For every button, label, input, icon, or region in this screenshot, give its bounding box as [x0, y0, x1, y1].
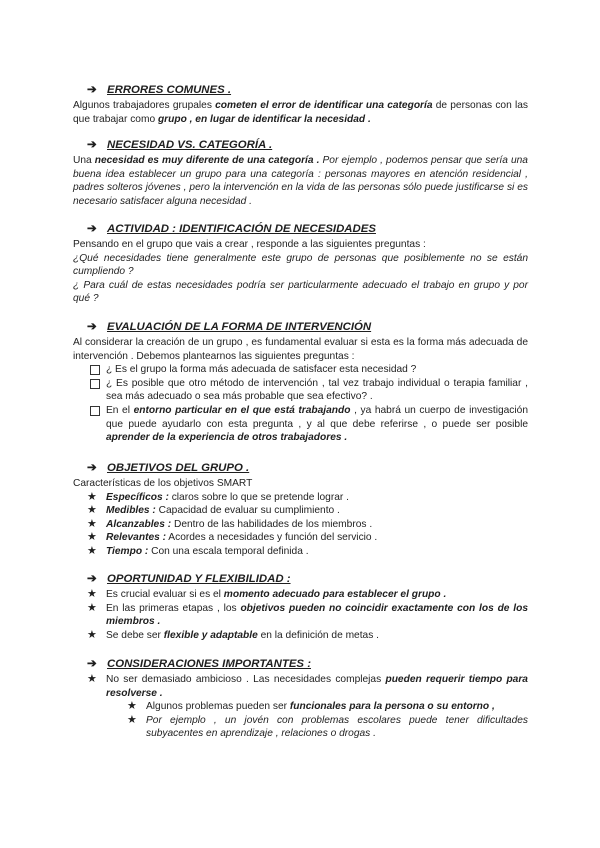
section-evaluacion	[73, 320, 528, 445]
question-2: ¿ Para cuál de estas necesidades podría ser particularmente adecuado el trabajo en grupo y por qué ?	[73, 279, 528, 305]
heading-objetivos: ➔ OBJETIVOS DEL GRUPO .	[87, 462, 250, 474]
paragraph-necesidad: Una necesidad es muy diferente de una categoría . Por ejemplo , podemos pensar que sería una buena idea establecer un grupo para una categoría : personas mayores en atención residencial , padres solteros jóvenes , pero la intervención en la vida de las personas sólo puede justificarse si es necesario satisfacer alguna necesidad .	[73, 155, 528, 207]
list-item: ★ Específicos : claros sobre lo que se pretende lograr .	[87, 490, 349, 503]
list-item: ★ No ser demasiado ambicioso . Las necesidades complejas pueden requerir tiempo para resolverse .	[87, 673, 528, 699]
star-icon: ★	[87, 544, 97, 557]
list-item: ★ Por ejemplo , un jovén con problemas escolares puede tener dificultades subyacentes en aprendizaje , relaciones o drogas .	[127, 713, 528, 740]
heading-consideraciones: ➔ CONSIDERACIONES IMPORTANTES :	[87, 658, 311, 670]
list-item: ★ Tiempo : Con una escala temporal definida .	[87, 544, 309, 557]
paragraph-actividad-intro: Pensando en el grupo que vais a crear , responde a las siguientes preguntas :	[73, 239, 426, 250]
star-icon: ★	[87, 673, 97, 685]
arrow-icon: ➔	[87, 84, 97, 96]
star-icon: ★	[87, 628, 97, 641]
arrow-icon: ➔	[87, 139, 97, 151]
list-item: ★ Alcanzables : Dentro de las habilidades de los miembros .	[87, 517, 373, 530]
heading-evaluacion: ➔ EVALUACIÓN DE LA FORMA DE INTERVENCIÓN	[87, 321, 372, 333]
star-icon: ★	[87, 588, 97, 600]
star-icon: ★	[87, 504, 97, 517]
smart-list	[73, 491, 528, 559]
list-item: ★ Es crucial evaluar si es el momento adecuado para establecer el grupo .	[87, 588, 447, 600]
list-item: ★ Algunos problemas pueden ser funcionales para la persona o su entorno ,	[127, 700, 495, 713]
list-item: ★ Se debe ser flexible y adaptable en la definición de metas .	[87, 628, 379, 641]
section-errores-comunes	[73, 83, 528, 126]
section-necesidad-vs-categoria	[73, 138, 528, 208]
heading-necesidad-vs-categoria: ➔ NECESIDAD VS. CATEGORÍA .	[87, 139, 273, 151]
section-objetivos	[73, 461, 528, 559]
oportunidad-list	[73, 588, 528, 642]
arrow-icon: ➔	[87, 573, 97, 585]
paragraph-errores: Algunos trabajadores grupales cometen el error de identificar una categoría de personas con las que trabajar como grupo , en lugar de identificar la necesidad .	[73, 100, 528, 125]
checkbox-icon[interactable]	[90, 379, 100, 389]
heading-actividad: ➔ ACTIVIDAD : IDENTIFICACIÓN DE NECESIDADES	[87, 223, 376, 235]
checklist-item: ¿ Es posible que otro método de intervención , tal vez trabajo individual o terapia familiar , sea más adecuado o sea más probable que sea efectivo? .	[73, 377, 528, 404]
section-actividad	[73, 222, 528, 306]
star-icon: ★	[87, 517, 97, 530]
list-item: ★ Medibles : Capacidad de evaluar su cumplimiento .	[87, 504, 340, 517]
star-icon: ★	[87, 601, 97, 614]
list-item: ★ Relevantes : Acordes a necesidades y función del servicio .	[87, 531, 378, 544]
paragraph-objetivos-intro: Características de los objetivos SMART	[73, 478, 253, 489]
section-oportunidad	[73, 572, 528, 642]
consideraciones-list	[73, 673, 528, 700]
star-icon: ★	[87, 490, 97, 503]
arrow-icon: ➔	[87, 658, 97, 670]
checklist	[73, 363, 528, 445]
star-icon: ★	[127, 713, 137, 726]
star-icon: ★	[127, 700, 137, 713]
section-consideraciones	[73, 657, 528, 741]
star-icon: ★	[87, 531, 97, 544]
arrow-icon: ➔	[87, 462, 97, 474]
consideraciones-sublist	[73, 700, 528, 741]
arrow-icon: ➔	[87, 223, 97, 235]
list-item: ★ En las primeras etapas , los objetivos pueden no coincidir exactamente con los de los miembros .	[87, 601, 528, 628]
checkbox-icon[interactable]	[90, 406, 100, 416]
checkbox-icon[interactable]	[90, 365, 100, 375]
question-1: ¿Qué necesidades tiene generalmente este grupo de personas que posiblemente no se están cumpliendo ?	[73, 252, 528, 278]
paragraph-evaluacion-intro: Al considerar la creación de un grupo , es fundamental evaluar si esta es la forma más adecuada de intervención . Debemos plantearnos las siguientes preguntas :	[73, 337, 528, 362]
checklist-item: En el entorno particular en el que está trabajando , ya habrá un cuerpo de investigación que puede ayudarlo con esta pregunta , y al que debe referirse , o puede ser posible aprender de la experiencia de otros trabajadores .	[73, 404, 528, 445]
arrow-icon: ➔	[87, 321, 97, 333]
heading-oportunidad: ➔ OPORTUNIDAD Y FLEXIBILIDAD :	[87, 573, 291, 585]
checklist-item: ¿ Es el grupo la forma más adecuada de satisfacer esta necesidad ?	[73, 363, 528, 377]
heading-errores-comunes: ➔ ERRORES COMUNES .	[87, 84, 232, 96]
